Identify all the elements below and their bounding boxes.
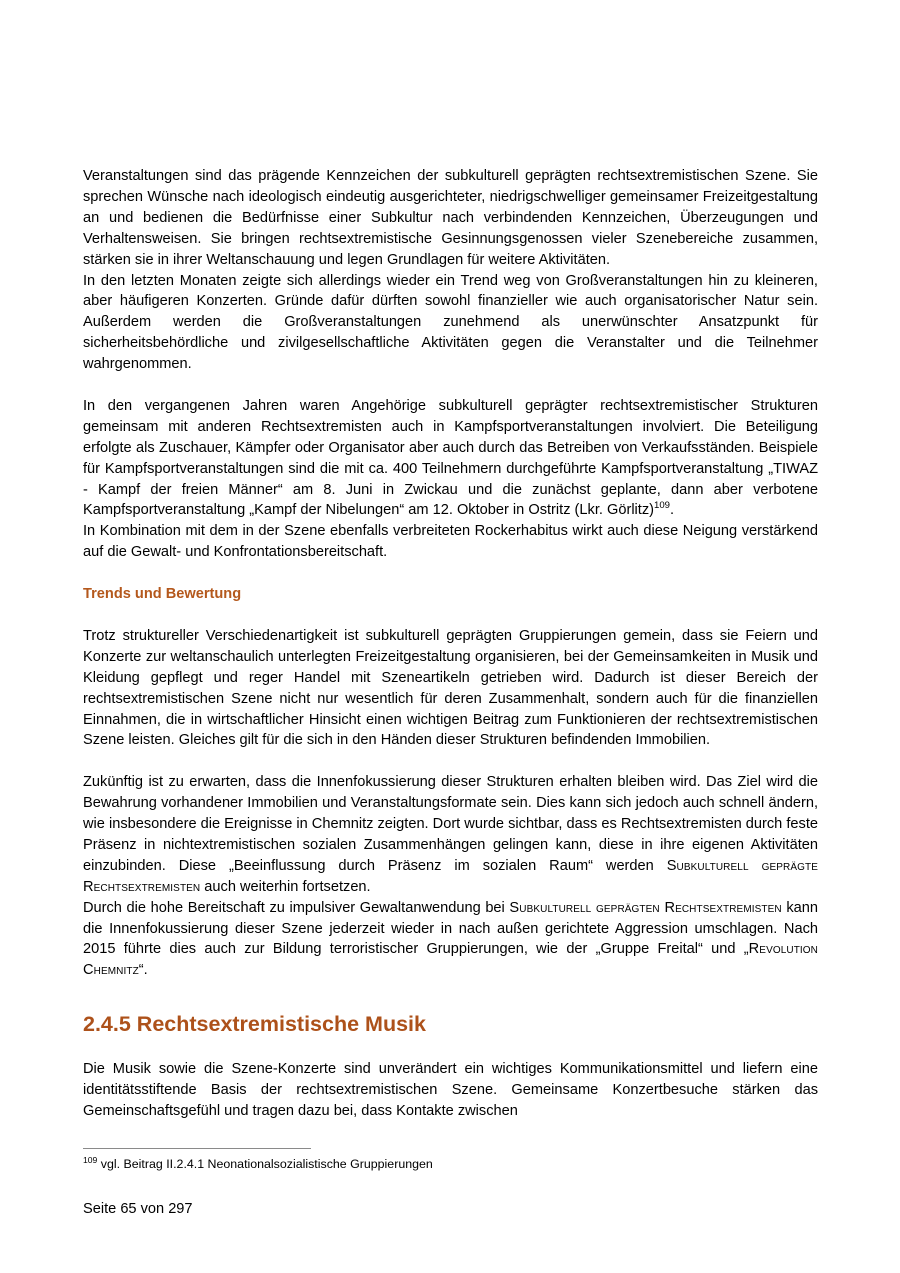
- paragraph-strukturelle-verschiedenartigkeit: Trotz struktureller Verschiedenartigkeit ist subkulturell geprägten Gruppierungen gemein, dass sie Feiern und Konzerte zur weltanschaulich unterlegten Freizeitgestaltung organisieren, bei der Gemeinsamkeiten in Musik und Kleidung gepflegt und reger Handel mit Szeneartikeln getrieben wird. Dadurch ist dieser Bereich der rechtsextremistischen Szene nicht nur wesentlich für deren Zusammenhalt, sondern auch für die finanziellen Einnahmen, die in wirtschaftlicher Hinsicht einen wichtigen Beitrag zum Funktionieren der rechtsextremistischen Szene leisten. Gleiches gilt für die sich in den Händen dieser Strukturen befindenden Immobilien.: [83, 627, 818, 749]
- footnote-109: [83, 1156, 818, 1173]
- paragraph-rockerhabitus: In Kombination mit dem in der Szene ebenfalls verbreiteten Rockerhabitus wirkt auch diese Neigung verstärkend auf die Gewalt- und Konfrontationsbereitschaft.: [83, 523, 818, 561]
- paragraph-kampfsport-tail: .: [670, 502, 675, 519]
- footnote-separator-rule: [83, 1148, 311, 1149]
- paragraph-bereitschaft-text-1: Durch die hohe Bereitschaft zu impulsiver Gewaltanwendung bei: [83, 899, 510, 916]
- footnote-reference-109[interactable]: 109: [654, 500, 671, 512]
- smallcaps-subkulturell-gepraegten-rechtsextremisten: Subkulturell geprägten Rechtsextremisten: [509, 899, 782, 916]
- smallcaps-subkulturell-gepraegte-rechtsextremisten: Subkulturell geprägte Rechtsextremisten: [83, 857, 819, 895]
- footnote-text: vgl. Beitrag II.2.4.1 Neonationalsozialistische Gruppierungen: [100, 1157, 433, 1171]
- paragraph-bereitschaft-text-2: kann die Innenfokussierung dieser Szene jederzeit wieder in nach außen gerichtete Aggression umschlagen. Nach 2015 führte dies auch zur Bildung terroristischer Gruppierungen, wie der „Gruppe Freital“ und „: [83, 899, 818, 958]
- smallcaps-revolution-chemnitz: Revolution Chemnitz: [83, 941, 818, 979]
- paragraph-musik-szene-konzerte: Die Musik sowie die Szene-Konzerte sind unverändert ein wichtiges Kommunikationsmittel und liefern eine identitätsstiftende Basis der rechtsextremistischen Szene. Gemeinsame Konzertbesuche stärken das Gemeinschaftsgefühl und tragen dazu bei, dass Kontakte zwischen: [83, 1061, 818, 1119]
- paragraph-zukuenftig: [83, 772, 818, 897]
- section-heading-245-rechtsextremistische-musik: 2.4.5 Rechtsextremistische Musik: [83, 1012, 426, 1037]
- paragraph-kampfsport-text: In den vergangenen Jahren waren Angehörige subkulturell geprägter rechtsextremistischer Strukturen gemeinsam mit anderen Rechtsextremisten auch in Kampfsportveranstaltungen involviert. Die Beteiligung erfolgte als Zuschauer, Kämpfer oder Organisator aber auch durch das Betreiben von Verkaufsständen. Beispiele für Kampfsportveranstaltungen sind die mit ca. 400 Teilnehmern durchgeführte Kampfsportveranstaltung „TIWAZ - Kampf der freien Männer“ am 8. Juni in Zwickau und die zunächst geplante, dann aber verbotene Kampfsportveranstaltung „Kampf der Nibelungen“ am 12. Oktober in Ostritz (Lkr. Görlitz): [83, 397, 818, 519]
- paragraph-zukuenftig-text-1: Zukünftig ist zu erwarten, dass die Innenfokussierung dieser Strukturen erhalten bleiben wird. Das Ziel wird die Bewahrung vorhandener Immobilien und Veranstaltungsformate sein. Dies kann sich jedoch auch schnell ändern, wie insbesondere die Ereignisse in Chemnitz zeigten. Dort wurde sichtbar, dass es Rechtsextremisten durch feste Präsenz in nichtextremistischen sozialen Zusammenhängen gelingen kann, diese in ihre eigenen Aktivitäten einzubinden. Diese „Beeinflussung durch Präsenz im sozialen Raum“ werden: [83, 774, 818, 874]
- footnote-number: 109: [83, 1154, 98, 1165]
- page-number-footer: Seite 65 von 297: [83, 1201, 193, 1217]
- footnote-area: [83, 1148, 818, 1173]
- page-body-content: [83, 166, 818, 1122]
- paragraph-veranstaltungen: Veranstaltungen sind das prägende Kennzeichen der subkulturell geprägten rechtsextremistischen Szene. Sie sprechen Wünsche nach ideologisch eindeutig ausgerichteter, niedrigschwelliger gemeinsamer Freizeitgestaltung an und bedienen die Bedürfnisse einer Subkultur nach verbindenden Kennzeichen, Überzeugungen und Verhaltensweisen. Sie bringen rechtsextremistische Gesinnungsgenossen vieler Szenebereiche zusammen, stärken sie in ihrer Weltanschauung und legen Grundlagen für weitere Aktivitäten.: [83, 168, 818, 268]
- subheading-trends-und-bewertung: Trends und Bewertung: [83, 586, 242, 603]
- paragraph-bereitschaft-gewaltanwendung: [83, 898, 818, 982]
- paragraph-bereitschaft-text-3: “.: [138, 962, 148, 979]
- paragraph-zukuenftig-text-2: auch weiterhin fortsetzen.: [200, 878, 371, 895]
- paragraph-kampfsport: [83, 396, 818, 521]
- paragraph-letzte-monate: In den letzten Monaten zeigte sich allerdings wieder ein Trend weg von Großveranstaltungen hin zu kleineren, aber häufigeren Konzerten. Gründe dafür dürften sowohl finanzieller wie auch organisatorischer Natur sein. Außerdem werden die Großveranstaltungen zunehmend als unerwünschter Ansatzpunkt für sicherheitsbehördliche und zivilgesellschaftliche Aktivitäten gegen die Veranstalter und die Teilnehmer wahrgenommen.: [83, 272, 818, 373]
